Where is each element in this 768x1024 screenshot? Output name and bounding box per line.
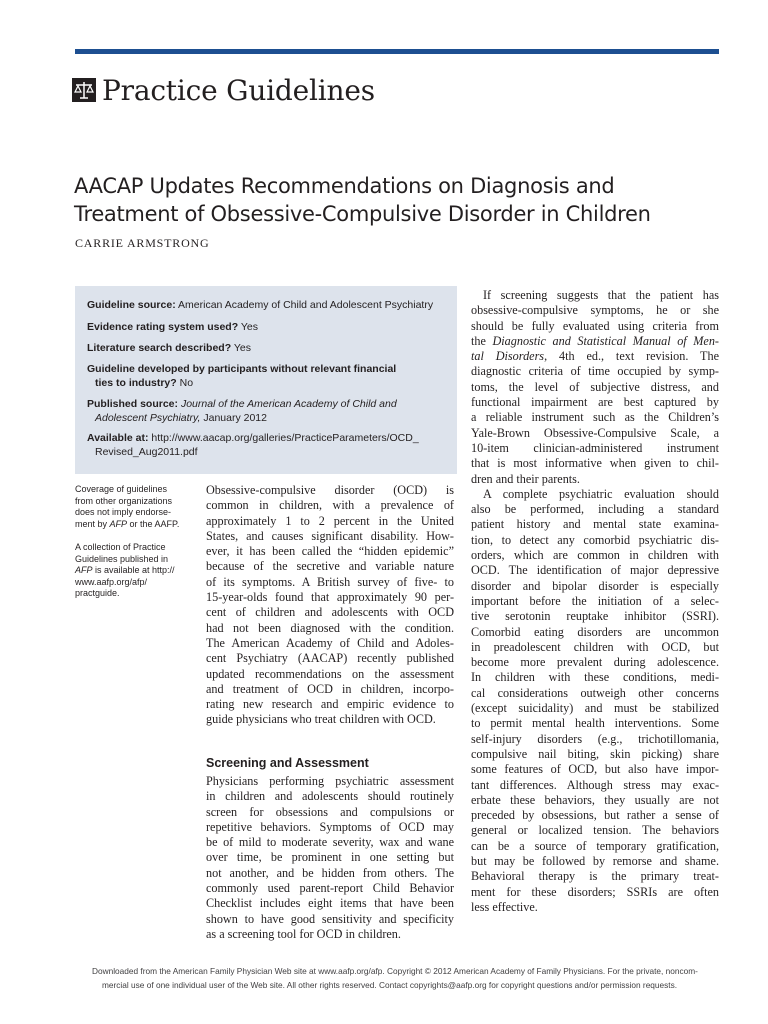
evidence-rating-value: Yes (240, 321, 259, 333)
guideline-url[interactable]: http://www.aacap.org/galleries/PracticeParameters/OCD_ (151, 432, 419, 444)
published-date: January 2012 (203, 412, 267, 424)
evidence-rating-row (87, 320, 449, 334)
text-line: Behavioral therapy is the primary treat- (471, 869, 719, 884)
text-line: dren and their parents. (471, 471, 580, 486)
text-line: guide physicians who treat children with OCD. (206, 712, 436, 727)
text-line: diagnostic criteria of time occupied by symp- (471, 364, 719, 379)
text-line: rating new research and empiric evidence to (206, 697, 454, 712)
guideline-source-value: American Academy of Child and Adolescent Psychiatry (178, 299, 434, 311)
text-line: The American Academy of Child and Adoles- (206, 635, 454, 650)
afp-abbrev: AFP (109, 518, 128, 529)
text-line: ment for these disorders; SSRIs are often (471, 884, 719, 899)
financial-disclosure-label: ties to industry? (95, 377, 177, 389)
copyright-footer (92, 964, 732, 992)
guideline-source-row (87, 298, 449, 312)
text-line: a reliable instrument such as the Children’s (471, 410, 719, 425)
text-line: but may be followed by remorse and shame. (471, 853, 719, 868)
text-line: patient history and mental state examina- (471, 517, 719, 532)
note-line: Guidelines published in (75, 553, 169, 564)
text-line: cal considerations outweigh other concerns (471, 685, 719, 700)
literature-search-label: Literature search described? (87, 342, 232, 354)
text-line: common in children, with a prevalence of (206, 498, 454, 513)
article-title-line: Treatment of Obsessive-Compulsive Disorder in Children (74, 202, 651, 226)
text-line: shown to have good sensitivity and specificity (206, 911, 454, 926)
text-line: be of mild to moderate severity, wax and wane (206, 835, 454, 850)
text-line: to permit mental health interventions. Some (471, 716, 719, 731)
screening-paragraph (206, 774, 454, 942)
text-line: updated recommendations on the assessment (206, 666, 454, 681)
header-rule (75, 49, 719, 54)
text-line: In children with these conditions, medi- (471, 670, 719, 685)
text-line: as a screening tool for OCD in children. (206, 926, 401, 941)
text-line: Yale-Brown Obsessive-Compulsive Scale, a (471, 425, 719, 440)
text-line: also be performed, including a standard (471, 502, 719, 517)
note-line: or the AAFP. (127, 518, 180, 529)
text-line: some features of OCD, but also have impor- (471, 762, 719, 777)
text-line: because of the secretive and variable nature (206, 559, 454, 574)
right-column-text (471, 288, 719, 915)
note-line: from other organizations (75, 495, 173, 506)
text-line: tant differences. Although stress may exac- (471, 777, 719, 792)
text-line: general or localized tension. The behaviors (471, 823, 719, 838)
collection-note (75, 542, 195, 600)
guideline-source-label: Guideline source: (87, 299, 176, 311)
text-line: A complete psychiatric evaluation should (483, 486, 719, 501)
text-line: become more prevalent during adolescence. (471, 655, 719, 670)
text-line: had not been diagnosed with the condition. (206, 620, 454, 635)
text-line: States, and causes significant disability. How- (206, 528, 454, 543)
text-line: the (471, 333, 493, 348)
text-line: If screening suggests that the patient has (483, 288, 719, 302)
intro-paragraph (206, 483, 454, 728)
text-line: (except suicidality) and must be stabilized (471, 701, 719, 716)
coverage-note (75, 484, 195, 530)
manual-title: tal Disorders (471, 349, 545, 364)
text-line: 15-year-olds found that approximately 90 per- (206, 590, 454, 605)
practguide-link[interactable]: practguide. (75, 588, 120, 598)
text-line: Obsessive-compulsive disorder (OCD) is (206, 483, 454, 497)
available-at-row (87, 431, 449, 459)
afp-abbrev: AFP (75, 565, 93, 575)
footer-line: mercial use of one individual user of the Web site. All other rights reserved. Contact copyrights@aafp.org for copyright questions and/or permission requests. (102, 980, 678, 990)
financial-disclosure-label: Guideline developed by participants without relevant financial (87, 363, 397, 375)
text-line: that is most informative when given to chil- (471, 456, 719, 471)
manual-title: Diagnostic and Statistical Manual of Men- (492, 333, 719, 348)
text-line: in preadolescent children with OCD, but (471, 639, 719, 654)
text-line: functional impairment are best captured by (471, 395, 719, 410)
text-line: Physicians performing psychiatric assessment (206, 774, 454, 788)
text-line: can be a source of temporary gratification, (471, 838, 719, 853)
text-line: commonly used parent-report Child Behavior (206, 881, 454, 896)
text-line: preceded by obsessions, but rather a sense of (471, 808, 719, 823)
text-line: should be fully evaluated using criteria from (471, 318, 719, 333)
text-line: obsessive-compulsive symptoms, he or she (471, 303, 719, 318)
published-source-row (87, 397, 449, 425)
journal-name: Adolescent Psychiatry, (95, 412, 201, 424)
text-line: over time, be prominent in one setting but (206, 850, 454, 865)
text-line: tion, to detect any comorbid psychiatric dis- (471, 532, 719, 547)
text-line: screen for obsessions and compulsions or (206, 804, 454, 819)
literature-search-value: Yes (233, 342, 252, 354)
text-line: less effective. (471, 899, 538, 914)
practguide-link[interactable]: www.aafp.org/afp/ (75, 576, 148, 587)
text-line: orders, which are common in children with (471, 548, 719, 563)
text-line: Checklist includes eight items that have been (206, 896, 454, 911)
note-line: Coverage of guidelines (75, 484, 168, 494)
financial-disclosure-value: No (179, 377, 194, 389)
guideline-url[interactable]: Revised_Aug2011.pdf (95, 446, 198, 458)
text-line: in children and adolescents should routinely (206, 789, 454, 804)
text-line: tive serotonin reuptake inhibitor (SSRI). (471, 609, 719, 624)
text-line: disorder and bipolar disorder is especially (471, 578, 719, 593)
section-header (72, 68, 375, 112)
text-line: not another, and be hidden from others. The (206, 865, 454, 880)
text-line: Comorbid eating disorders are uncommon (471, 624, 719, 639)
article-title-line: AACAP Updates Recommendations on Diagnosis and (74, 174, 615, 198)
text-line: and treatment of OCD in children, incorpo- (206, 681, 454, 696)
section-title: Practice Guidelines (102, 73, 375, 107)
evidence-rating-label: Evidence rating system used? (87, 321, 239, 333)
note-line: ment by (75, 518, 110, 529)
text-line: compulsive nail biting, skin picking) share (471, 746, 719, 761)
text-line: 10-item clinician-administered instrument (471, 440, 719, 455)
text-line: cent Psychiatry (AACAP) recently published (206, 651, 454, 666)
text-line: approximately 1 to 2 percent in the United (206, 513, 454, 528)
text-line: toms, the level of subjective distress, and (471, 379, 719, 394)
note-line: is available at http:// (92, 565, 175, 575)
scales-icon (72, 78, 96, 102)
text-line: OCD. The identification of major depressive (471, 563, 719, 578)
note-line: does not imply endorse- (75, 507, 172, 517)
screening-subheading: Screening and Assessment (206, 756, 369, 770)
text-line: cent of children and adolescents with OCD (206, 605, 454, 620)
text-line: self-injury disorders (e.g., trichotillomania, (471, 731, 719, 746)
available-at-label: Available at: (87, 432, 149, 444)
text-line: , 4th ed., text revision. The (544, 349, 720, 364)
footer-line: Downloaded from the American Family Physician Web site at www.aafp.org/afp. Copyright © 2012 American Academy of Family Physicians. For the private, noncom- (92, 966, 698, 976)
published-source-label: Published source: (87, 398, 179, 410)
article-title (74, 172, 734, 228)
author-byline: CARRIE ARMSTRONG (75, 236, 210, 250)
literature-search-row (87, 341, 449, 355)
text-line: of its symptoms. A British survey of five- to (206, 574, 454, 589)
journal-name: Journal of the American Academy of Child and (180, 398, 397, 410)
text-line: ever, it has been called the “hidden epidemic” (206, 544, 454, 559)
text-line: important before the initiation of a selec- (471, 593, 719, 608)
note-line: A collection of Practice (75, 542, 166, 552)
text-line: erbate these behaviors, they usually are not (471, 792, 719, 807)
financial-disclosure-row (87, 362, 449, 390)
text-line: repetitive behaviors. Symptoms of OCD may (206, 819, 454, 834)
